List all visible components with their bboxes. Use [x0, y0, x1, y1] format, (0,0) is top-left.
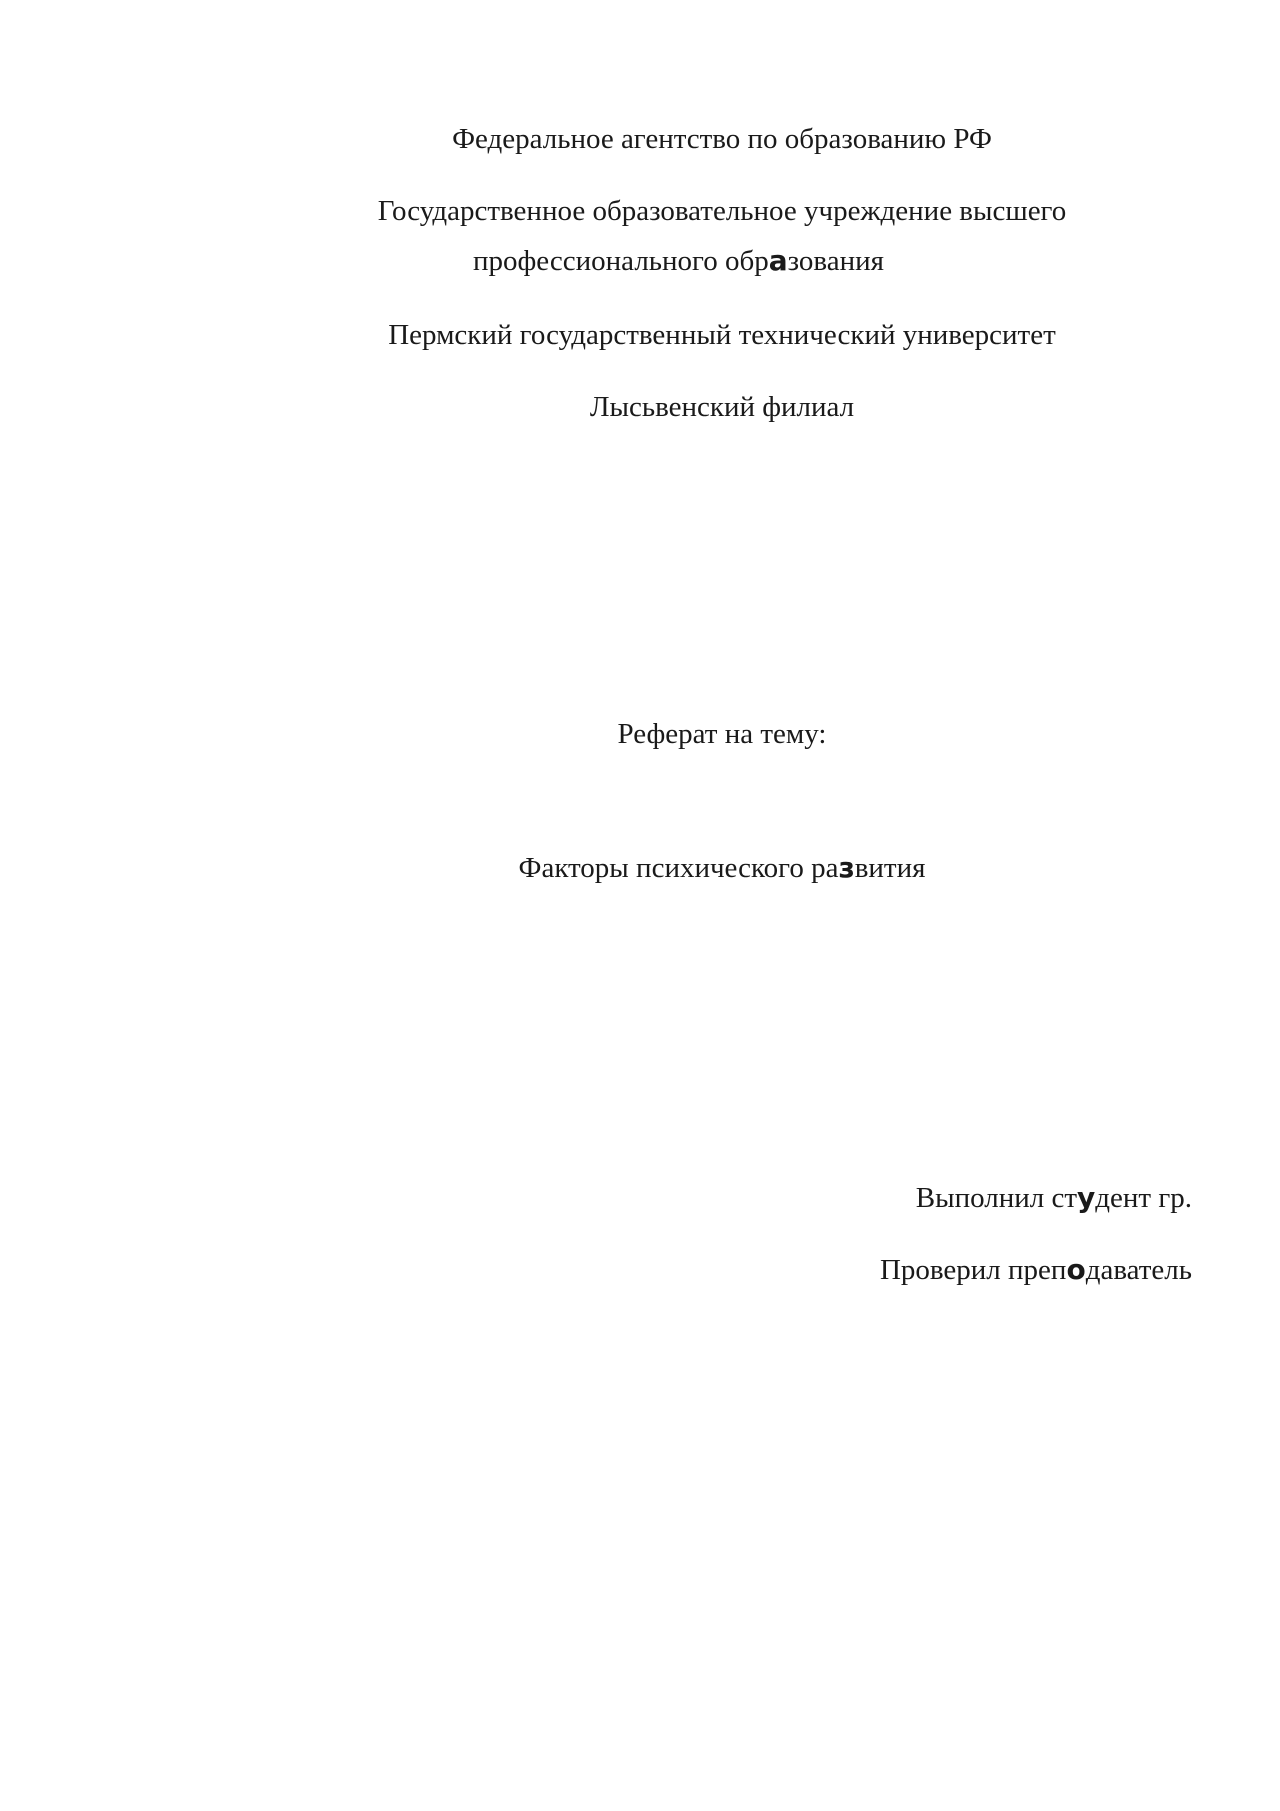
teacher-text-odd: о	[1066, 1253, 1086, 1286]
topic-text-odd: з	[838, 851, 855, 884]
agency-text: Федеральное агентство по образованию РФ	[452, 123, 992, 155]
institution-text-2-pre: профессионального обр	[473, 245, 769, 277]
student-text-odd: у	[1077, 1181, 1096, 1214]
topic-text-pre: Факторы психического ра	[518, 852, 839, 884]
branch-text: Лысьвенский филиал	[589, 391, 855, 423]
teacher-text-post: даватель	[1085, 1254, 1192, 1286]
institution-text-2-odd: а	[768, 244, 788, 277]
institution-line-1	[360, 193, 1084, 229]
teacher-text-pre: Проверил преп	[879, 1254, 1067, 1286]
teacher-line	[880, 1252, 1192, 1288]
student-text-pre: Выполнил ст	[915, 1182, 1078, 1214]
university-text: Пермский государственный технический университет	[388, 319, 1056, 351]
student-line	[916, 1180, 1192, 1216]
topic-text-post: вития	[854, 852, 926, 884]
institution-text-1: Государственное образовательное учреждение высшего	[377, 195, 1067, 227]
agency-line	[360, 121, 1084, 157]
institution-line-2	[473, 243, 884, 279]
institution-text-2-post: зования	[787, 245, 884, 277]
referat-label-line	[360, 716, 1084, 752]
referat-label: Реферат на тему:	[617, 718, 827, 750]
branch-line	[360, 389, 1084, 425]
student-text-post: дент гр.	[1095, 1182, 1192, 1214]
topic-line	[360, 850, 1084, 886]
university-line	[360, 317, 1084, 353]
